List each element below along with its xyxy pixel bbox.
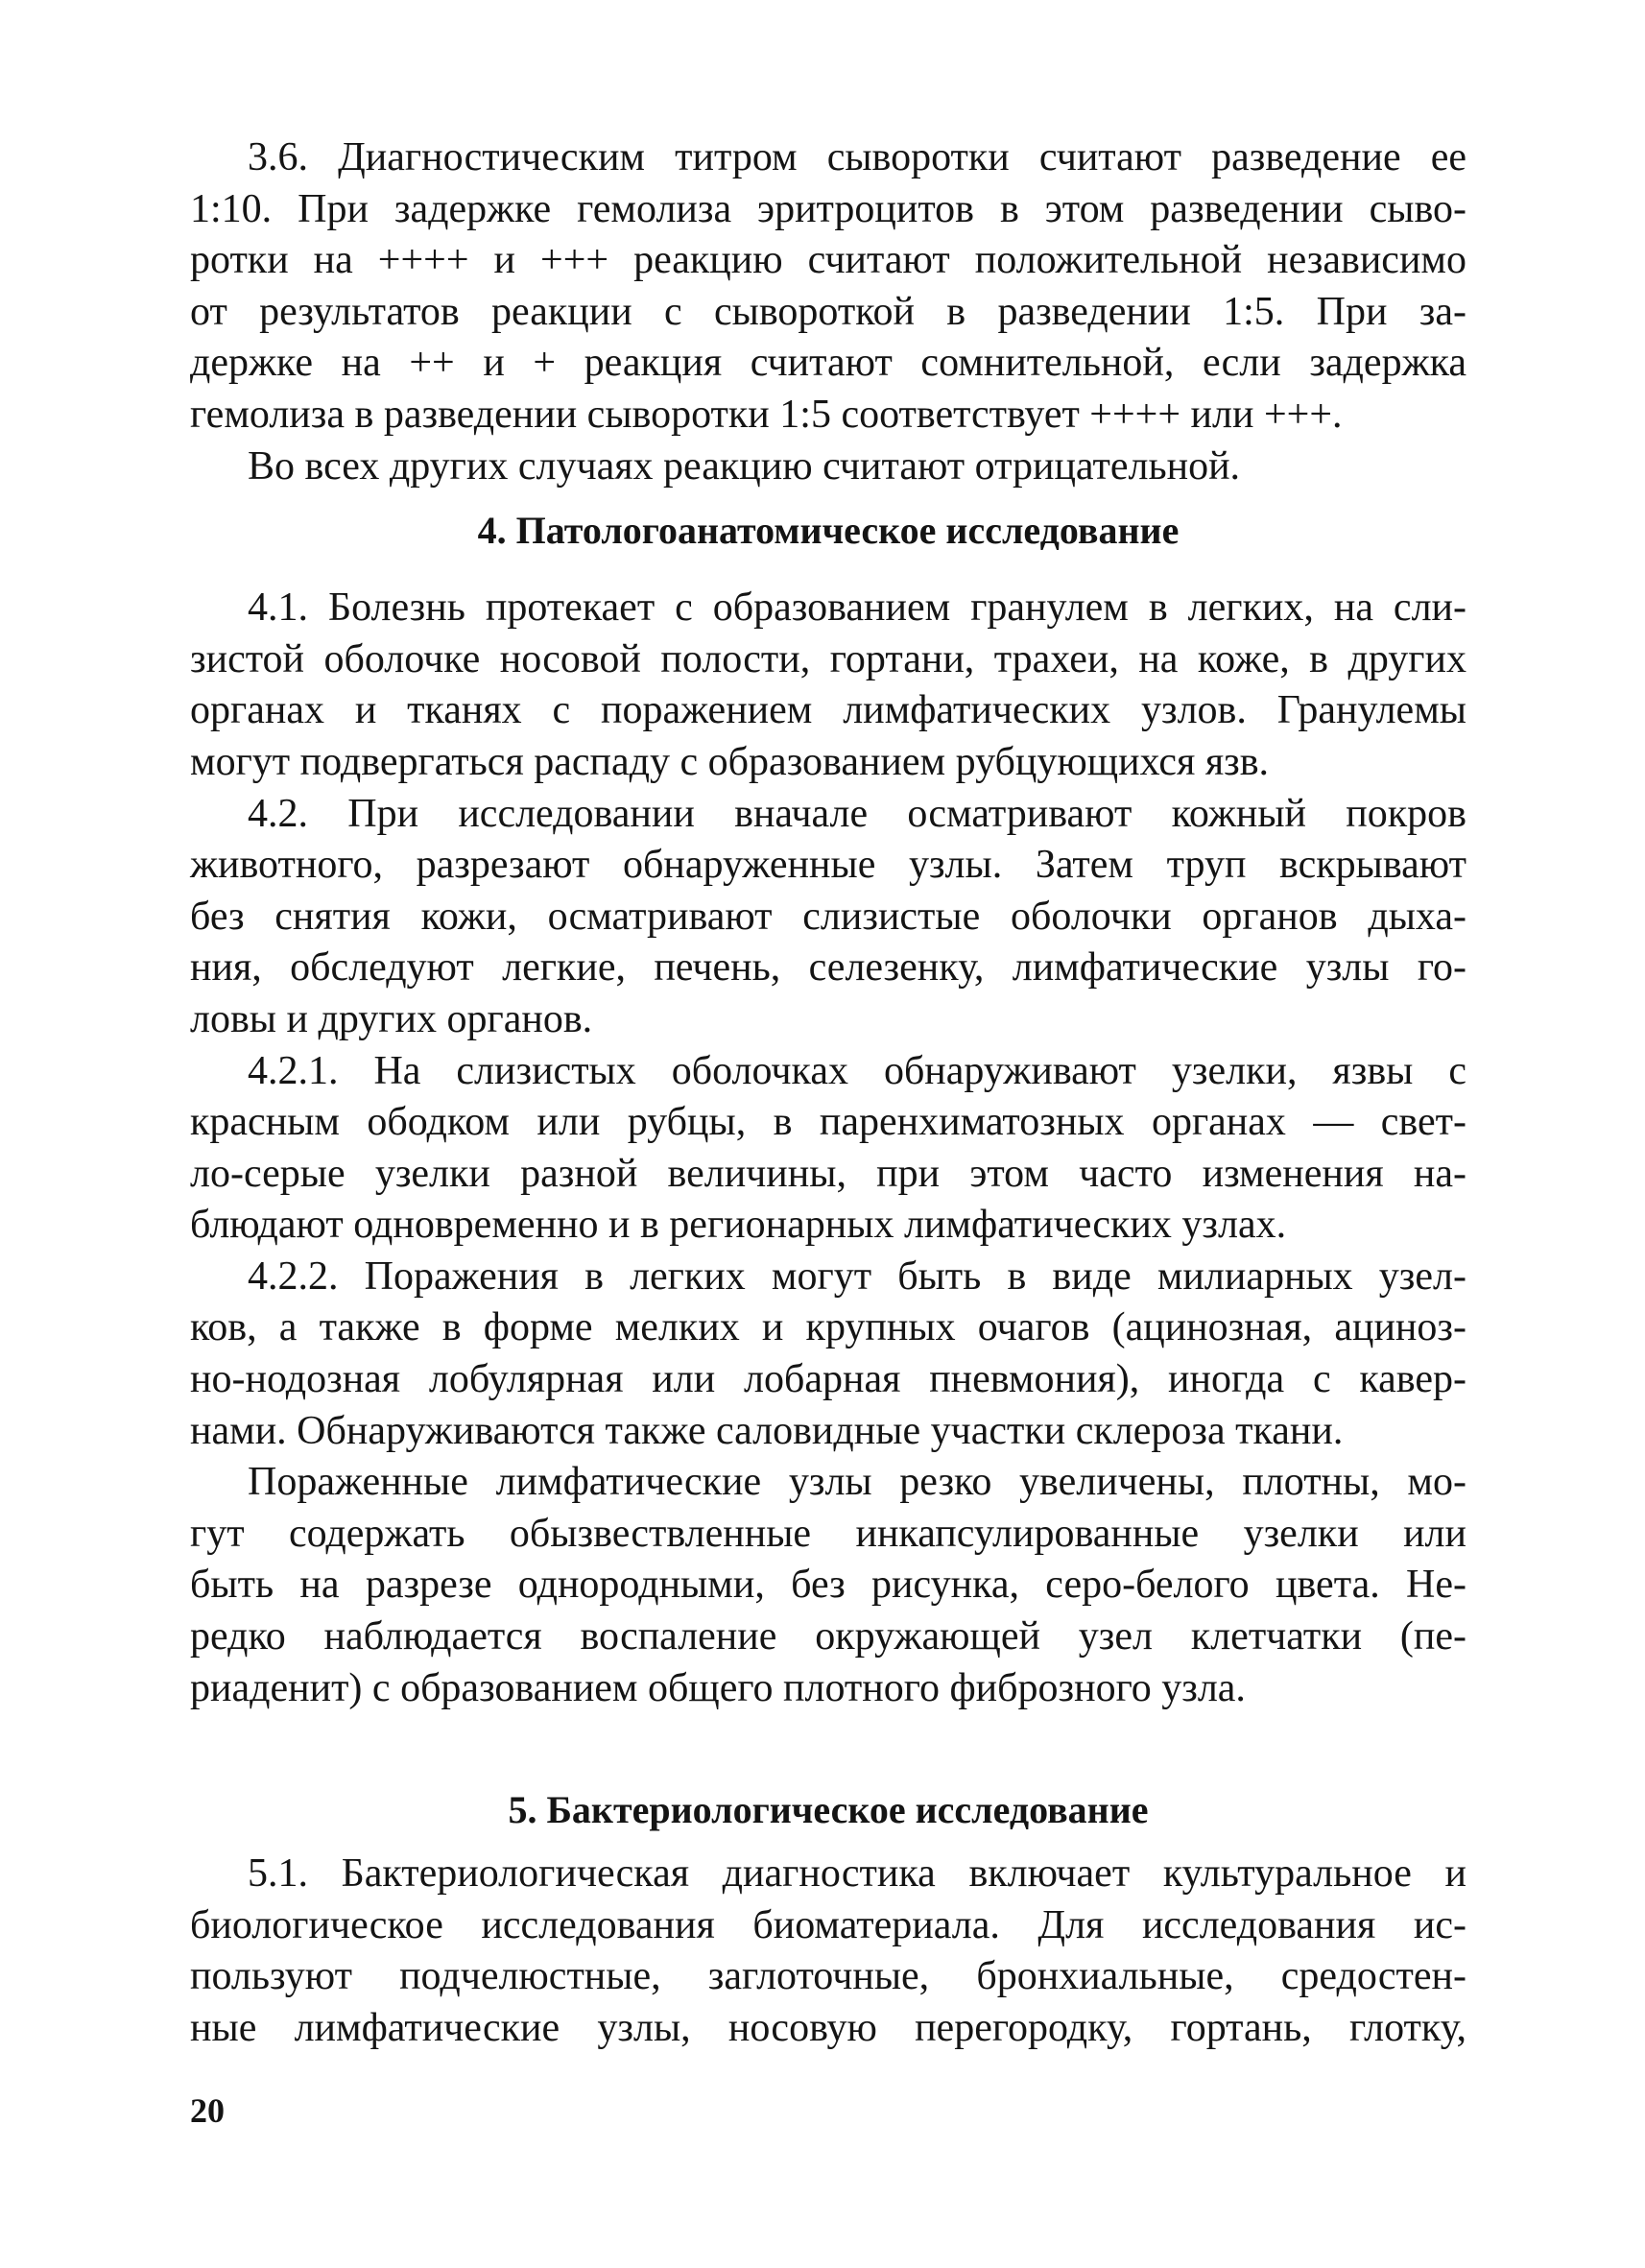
text-line: красным ободком или рубцы, в паренхиматозных органах — свет- [190,1100,1466,1145]
text-line: животного, разрезают обнаруженные узлы. Затем труп вскрывают [190,843,1466,888]
text-line: гемолиза в разведении сыворотки 1:5 соответствует ++++ или +++. [190,392,1343,437]
text-line: 4.1. Болезнь протекает с образованием гранулем в легких, на сли- [248,585,1466,631]
text-line: органах и тканях с поражением лимфатических узлов. Гранулемы [190,688,1466,733]
text-line: 4.2.2. Поражения в легких могут быть в виде милиарных узел- [248,1253,1466,1299]
text-line: 3.6. Диагностическим титром сыворотки считают разведение ее [248,135,1466,179]
paragraph-4-2 [190,789,1466,1046]
page-number: 20 [190,2091,225,2130]
section-heading-5: 5. Бактериологическое исследование [508,1788,1149,1832]
page-body [190,132,1466,2055]
text-line: держке на ++ и + реакция считают сомнительной, если задержка [190,341,1466,386]
text-line: нами. Обнаруживаются также саловидные участки склероза ткани. [190,1408,1344,1453]
paragraph-other-cases [190,442,1466,493]
text-line: ло-серые узелки разной величины, при этом часто изменения на- [190,1151,1466,1196]
text-line: 1:10. При задержке гемолиза эритроцитов в этом разведении сыво- [190,186,1466,231]
paragraph-5-1 [190,1849,1466,2054]
text-line: риаденит) с образованием общего плотного фиброзного узла. [190,1665,1246,1710]
text-line: 4.2. При исследовании вначале осматривают кожный покров [248,791,1466,836]
text-line: Во всех других случаях реакцию считают отрицательной. [248,443,1241,489]
text-line: ротки на ++++ и +++ реакцию считают положительной независимо [190,238,1466,283]
text-line: ные лимфатические узлы, носовую перегородку, гортань, глотку, [190,2006,1466,2050]
text-line: биологическое исследования биоматериала. Для исследования ис- [190,1902,1466,1947]
paragraph-lymph-nodes [190,1457,1466,1714]
text-line: ков, а также в форме мелких и крупных очагов (ацинозная, ациноз- [190,1305,1466,1350]
text-line: от результатов реакции с сывороткой в разведении 1:5. При за- [190,289,1466,334]
text-line: без снятия кожи, осматривают слизистые оболочки органов дыха- [190,894,1466,939]
text-line: зистой оболочке носовой полости, гортани, трахеи, на коже, в других [190,636,1466,681]
paragraph-4-2-2 [190,1252,1466,1457]
text-line: ния, обследуют легкие, печень, селезенку, лимфатические узлы го- [190,945,1466,991]
text-line: пользуют подчелюстные, заглоточные, бронхиальные, средостен- [190,1954,1466,1999]
text-line: быть на разрезе однородными, без рисунка, серо-белого цвета. Не- [190,1563,1466,1608]
text-line: Пораженные лимфатические узлы резко увеличены, плотны, мо- [248,1460,1466,1505]
text-line: блюдают одновременно и в регионарных лимфатических узлах. [190,1203,1287,1248]
text-line: 5.1. Бактериологическая диагностика включает культуральное и [248,1851,1466,1897]
text-line: редко наблюдается воспаление окружающей узел клетчатки (пе- [190,1614,1466,1659]
paragraph-3-6 [190,132,1466,442]
text-line: 4.2.1. На слизистых оболочках обнаруживают узелки, язвы с [248,1048,1466,1093]
paragraph-4-1 [190,583,1466,788]
section-heading-4: 4. Патологоанатомическое исследование [477,509,1180,553]
text-line: ловы и других органов. [190,996,593,1041]
text-line: но-нодозная лобулярная или лобарная пневмония), иногда с кавер- [190,1357,1466,1402]
text-line: могут подвергаться распаду с образованием рубцующихся язв. [190,739,1270,784]
text-line: гут содержать обызвествленные инкапсулированные узелки или [190,1511,1466,1556]
paragraph-4-2-1 [190,1046,1466,1252]
